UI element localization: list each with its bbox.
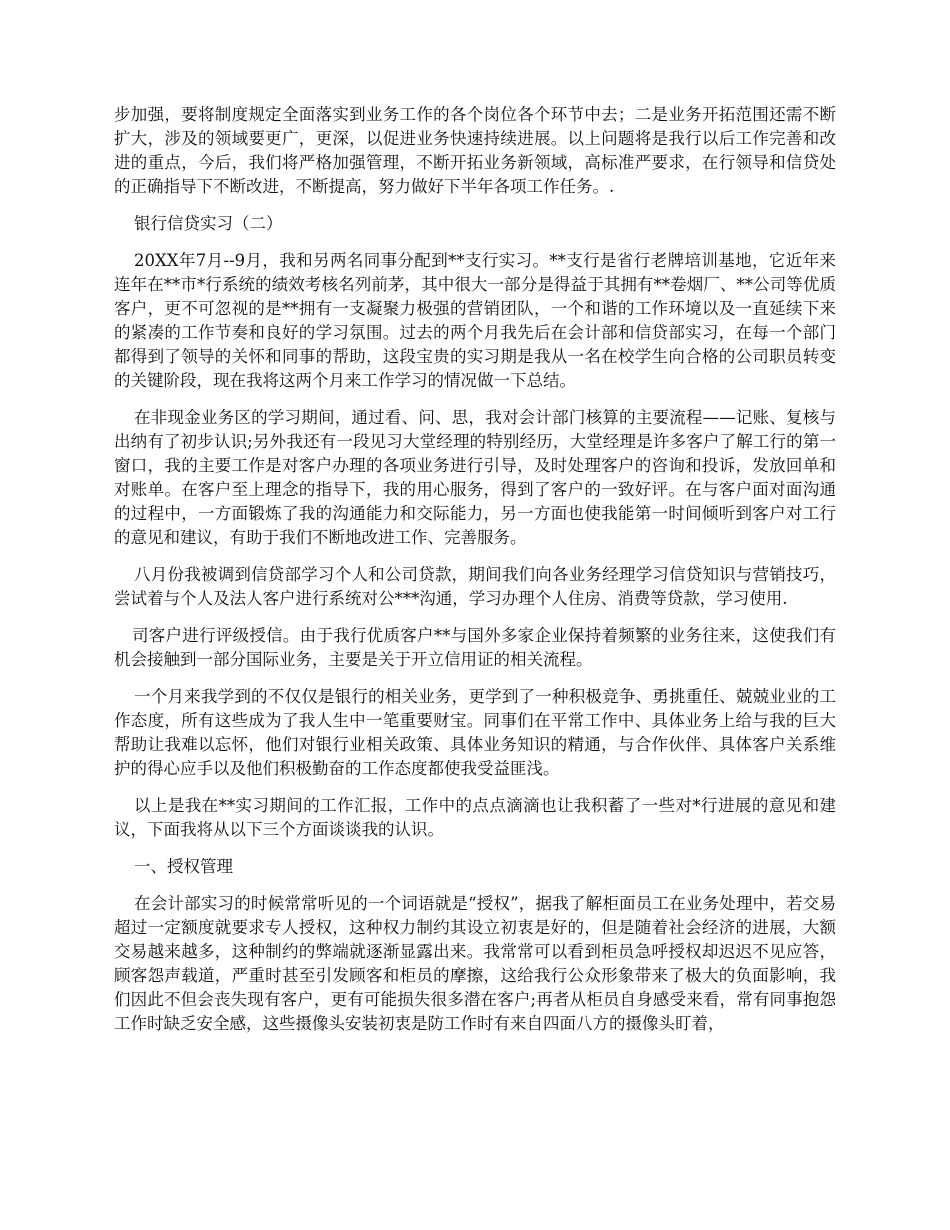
paragraph-rating: 司客户进行评级授信。由于我行优质客户**与国外多家企业保持着频繁的业务往来，这使我们有机会接触到一部分国际业务，主要是关于开立信用证的相关流程。 — [114, 626, 836, 669]
paragraph-learning: 一个月来我学到的不仅仅是银行的相关业务，更学到了一种积极竞争、勇挑重任、兢兢业业的工作态度，所有这些成为了我人生中一笔重要财宝。同事们在平常工作中、具体业务上给与我的巨大帮助让我难以忘怀，他们对银行业相关政策、具体业务知识的精通，与合作伙伴、具体客户关系维护的得心应手以及他们积极勤奋的工作态度都使我受益匪浅。 — [114, 687, 836, 778]
section-title: 银行信贷实习（二） — [134, 214, 283, 233]
document-body — [114, 103, 836, 1049]
paragraph-summary: 以上是我在**实习期间的工作汇报，工作中的点点滴滴也让我积蓄了一些对*行进展的意见和建议，下面我将从以下三个方面谈谈我的认识。 — [114, 796, 836, 839]
paragraph-continuation: 步加强，要将制度规定全面落实到业务工作的各个岗位各个环节中去；二是业务开拓范围还需不断扩大，涉及的领域要更广，更深，以促进业务快速持续进展。以上问题将是我行以后工作完善和改进的重点，今后，我们将严格加强管理，不断开拓业务新领域，高标准严要求，在行领导和信贷处的正确指导下不断改进，不断提高，努力做好下半年各项工作任务。. — [114, 105, 836, 196]
paragraph-credit: 八月份我被调到信贷部学习个人和公司贷款，期间我们向各业务经理学习信贷知识与营销技巧，尝试着与个人及法人客户进行系统对公***沟通，学习办理个人住房、消费等贷款，学习使用. — [114, 565, 836, 608]
subheading-authorization: 一、授权管理 — [134, 857, 233, 876]
paragraph-intro: 20XX年7月--9月，我和另两名同事分配到**支行实习。**支行是省行老牌培训基地，它近年来连年在**市*行系统的绩效考核名列前茅，其中很大一部分是得益于其拥有**卷烟厂、**公司等优质客户，更不可忽视的是**拥有一支凝聚力极强的营销团队，一个和谐的工作环境以及一直延续下来的紧凑的工作节奏和良好的学习氛围。过去的两个月我先后在会计部和信贷部实习，在每一个部门都得到了领导的关怀和同事的帮助，这段宝贵的实习期是我从一名在校学生向合格的公司职员转变的关键阶段，现在我将这两个月来工作学习的情况做一下总结。 — [114, 251, 836, 390]
paragraph-accounting: 在非现金业务区的学习期间，通过看、问、思，我对会计部门核算的主要流程——记账、复核与出纳有了初步认识;另外我还有一段见习大堂经理的特别经历，大堂经理是许多客户了解工行的第一窗口，我的主要工作是对客户办理的各项业务进行引导，及时处理客户的咨询和投诉，发放回单和对账单。在客户至上理念的指导下，我的用心服务，得到了客户的一致好评。在与客户面对面沟通的过程中，一方面锻炼了我的沟通能力和交际能力，另一方面也使我能第一时间倾听到客户对工行的意见和建议，有助于我们不断地改进工作、完善服务。 — [114, 408, 836, 547]
paragraph-authorization: 在会计部实习的时候常常听见的一个词语就是“授权”，据我了解柜面员工在业务处理中，若交易超过一定额度就要求专人授权，这种权力制约其设立初衷是好的，但是随着社会经济的进展，大额交易越来越多，这种制约的弊端就逐渐显露出来。我常常可以看到柜员急呼授权却迟迟不见应答，顾客怨声载道，严重时甚至引发顾客和柜员的摩擦，这给我行公众形象带来了极大的负面影响，我们因此不但会丧失现有客户，更有可能损失很多潜在客户;再者从柜员自身感受来看，常有同事抱怨工作时缺乏安全感，这些摄像头安装初衷是防工作时有来自四面八方的摄像头盯着， — [114, 894, 836, 1033]
